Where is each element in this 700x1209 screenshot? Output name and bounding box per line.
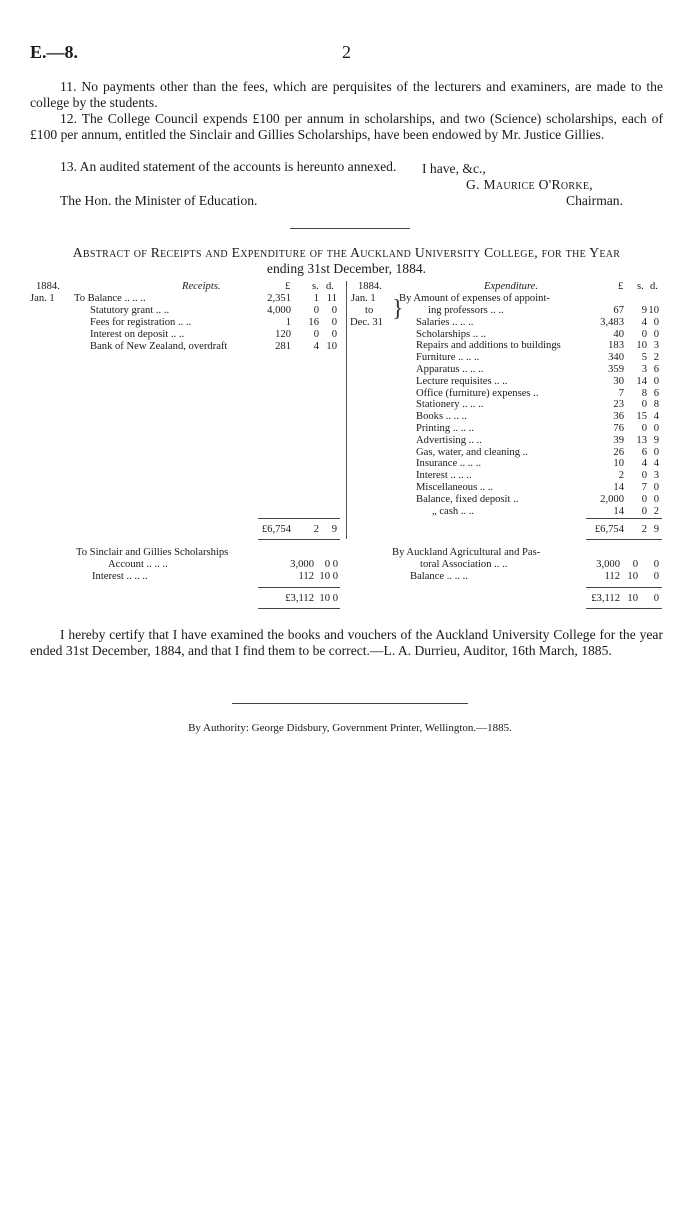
expenditure-row-s: 0 (641, 423, 647, 434)
expenditure-row-pound: 340 (608, 352, 624, 364)
expenditure-row-pound: 23 (613, 399, 624, 411)
expenditure-total-d: 9 (653, 524, 659, 535)
expenditure-row-s: 0 (641, 505, 647, 517)
receipts-total-rule (258, 518, 340, 519)
expenditure-row-label: Balance, fixed deposit .. (416, 493, 519, 505)
paragraph-13 (30, 159, 663, 175)
scholarship-expenditure-row-d: 0 (653, 571, 659, 582)
expenditure-year: 1884. (358, 281, 382, 292)
expenditure-heading: Expenditure. (484, 281, 539, 292)
expenditure-row-pound: 67 (613, 305, 624, 316)
expenditure-row-s: 6 (641, 446, 647, 458)
scholarship-expenditure-row-pound: 112 (604, 571, 620, 582)
expenditure-row-label: Office (furniture) expenses .. (416, 387, 539, 399)
receipt-row-s: 0 (313, 305, 319, 316)
receipt-row-d: 0 (331, 305, 337, 316)
receipt-row-pound: 4,000 (267, 305, 291, 316)
expenditure-total-double-rule (586, 539, 662, 540)
expenditure-row-label: Salaries .. .. .. (416, 316, 474, 328)
printer-imprint: By Authority: George Didsbury, Government Printer, Wellington.—1885. (188, 722, 512, 734)
expenditure-row-s: 0 (641, 470, 647, 482)
paragraph-11 (30, 79, 663, 111)
receipts-col-pound: £ (285, 281, 291, 292)
expenditure-total-s: 2 (641, 524, 647, 535)
expenditure-row-d: 2 (653, 505, 659, 517)
receipt-row-s: 1 (313, 293, 319, 304)
receipt-row-label: Fees for registration .. .. (90, 317, 192, 328)
page-number: 2 (342, 42, 351, 62)
expenditure-by-line: By Amount of expenses of appoint- (399, 293, 550, 304)
expenditure-row-s: 10 (636, 340, 647, 352)
scholarship-receipt-row-pound: 3,000 (290, 559, 314, 570)
expenditure-row-d: 0 (653, 375, 659, 387)
scholarship-receipts-rule (258, 587, 340, 588)
receipt-row-label: Bank of New Zealand, overdraft (90, 341, 228, 352)
expenditure-row-d: 3 (653, 340, 659, 352)
signoff-name: G. Maurice O'Rorke, (466, 177, 593, 192)
scholarship-expenditure-row-s: 0 (632, 559, 638, 570)
scholarship-expenditure-total-pound: £3,112 (591, 593, 620, 604)
expenditure-row-pound: 2,000 (600, 493, 624, 505)
expenditure-row-s: 0 (641, 399, 647, 411)
expenditure-col-s: s. (637, 281, 644, 292)
receipt-row-pound: 2,351 (267, 293, 291, 304)
receipt-row-label: Statutory grant .. .. (90, 305, 170, 316)
expenditure-row-pound: 39 (613, 434, 624, 446)
expenditure-row-pound: 40 (613, 328, 624, 340)
expenditure-row-s: 3 (641, 364, 647, 375)
receipts-col-d: d. (326, 281, 334, 292)
paragraph-12 (30, 111, 663, 143)
expenditure-row-d: 4 (653, 411, 659, 423)
expenditure-row-pound: 183 (608, 340, 624, 352)
receipt-row-s: 4 (313, 341, 319, 352)
scholarship-receipts-double-rule (258, 608, 340, 609)
receipt-row-s: 16 (308, 317, 319, 328)
receipts-year: 1884. (36, 281, 60, 292)
receipts-total-pound: £6,754 (261, 524, 291, 535)
scholarship-expenditure-total-s: 10 (627, 593, 638, 604)
receipts-total-d: 9 (331, 524, 337, 535)
scholarship-expenditure-row-label: toral Association .. .. (420, 559, 508, 570)
expenditure-row-d: 0 (653, 446, 659, 458)
expenditure-row-s: 7 (641, 482, 647, 493)
expenditure-row-label: Scholarships .. .. (416, 328, 487, 340)
audit-certificate (30, 627, 663, 659)
expenditure-row-pound: 26 (613, 446, 624, 458)
expenditure-row-pound: 14 (613, 482, 624, 493)
paragraph-12-text: 12. The College Council expends £100 per annum in scholarships, and two (Science) scholarships, each of £100 per annum, entitled the Sinclair and Gillies Scholarships, have been endowed by Mr. Justice Gillies. (30, 111, 663, 142)
expenditure-row-d: 0 (653, 493, 659, 505)
expenditure-row-s: 8 (641, 387, 647, 399)
signoff-role: Chairman. (566, 193, 624, 208)
expenditure-col-pound: £ (618, 281, 624, 292)
receipt-row-label: Interest on deposit .. .. (90, 329, 185, 340)
expenditure-date-1: Jan. 1 (351, 293, 376, 304)
expenditure-row-pound: 36 (613, 411, 624, 423)
expenditure-row-d: 0 (653, 328, 659, 340)
scholarship-receipt-row-label: Interest .. .. .. (92, 571, 148, 582)
expenditure-total-rule (586, 518, 662, 519)
paragraph-13-text: 13. An audited statement of the accounts is hereunto annexed. (60, 159, 397, 174)
expenditure-row-d: 4 (653, 458, 659, 470)
expenditure-row-d: 6 (653, 387, 659, 399)
expenditure-row-d: 3 (653, 470, 659, 482)
expenditure-row-pound: 76 (613, 423, 624, 434)
receipt-row-d: 0 (331, 329, 337, 340)
scholarship-receipt-row-s: 0 (324, 559, 330, 570)
expenditure-row-pound: 30 (613, 375, 624, 387)
expenditure-row-label: Advertising .. .. (416, 434, 482, 446)
scholarship-expenditure-rule (586, 587, 662, 588)
receipt-row-d: 0 (331, 317, 337, 328)
expenditure-row-s: 4 (641, 316, 647, 328)
scholarship-expenditure-row-pound: 3,000 (596, 559, 620, 570)
addressee: The Hon. the Minister of Education. (60, 193, 258, 208)
scholarship-expenditure-total-d: 0 (653, 593, 659, 604)
date-bracket: } (392, 296, 404, 322)
audit-certificate-text: I hereby certify that I have examined the books and vouchers of the Auckland University College for the year ended 31st December, 1884, and that I find them to be correct.—L. A. Durrieu, Auditor, 16th March, 1885. (30, 627, 663, 658)
receipts-date: Jan. 1 (30, 293, 55, 304)
table-column-divider (346, 281, 347, 539)
expenditure-row-pound: 10 (613, 458, 624, 470)
scholarship-expenditure-line: By Auckland Agricultural and Pas- (392, 547, 541, 558)
expenditure-row-s: 5 (641, 352, 647, 364)
scholarship-receipts-line: To Sinclair and Gillies Scholarships (76, 547, 229, 558)
expenditure-row-label: Apparatus .. .. .. (416, 364, 484, 375)
expenditure-row-label: Miscellaneous .. .. (416, 482, 494, 493)
expenditure-row-d: 6 (653, 364, 659, 375)
expenditure-row-s: 0 (641, 493, 647, 505)
receipts-heading: Receipts. (182, 281, 221, 292)
scholarship-expenditure-double-rule (586, 608, 662, 609)
expenditure-row-label: Stationery .. .. .. (416, 399, 484, 411)
abstract-title-line-2: ending 31st December, 1884. (266, 261, 427, 276)
expenditure-row-d: 9 (653, 434, 659, 446)
expenditure-row-label: Insurance .. .. .. (416, 458, 482, 470)
receipt-row-pound: 281 (275, 341, 291, 352)
expenditure-row-s: 9 (641, 305, 647, 316)
receipts-total-s: 2 (313, 524, 319, 535)
expenditure-row-s: 13 (636, 434, 647, 446)
expenditure-row-label: Repairs and additions to buildings (416, 340, 561, 352)
expenditure-row-label: Gas, water, and cleaning .. (416, 446, 528, 458)
scholarship-receipt-row-label: Account .. .. .. (108, 559, 168, 570)
scholarship-receipt-row-d: 0 (332, 571, 338, 582)
expenditure-row-s: 0 (641, 328, 647, 340)
expenditure-row-d: 10 (648, 305, 659, 316)
expenditure-row-d: 2 (653, 352, 659, 364)
expenditure-row-s: 15 (636, 411, 647, 423)
expenditure-row-label: ing professors .. .. (428, 305, 504, 316)
expenditure-row-d: 0 (653, 423, 659, 434)
document-reference: E.—8. (30, 42, 79, 62)
footer-divider (232, 703, 468, 704)
receipts-col-s: s. (312, 281, 319, 292)
scholarship-expenditure-row-d: 0 (653, 559, 659, 570)
expenditure-date-2: to (365, 305, 374, 316)
expenditure-row-label: „ cash .. .. (432, 505, 475, 517)
receipt-row-s: 0 (313, 329, 319, 340)
receipt-row-d: 11 (326, 293, 337, 304)
receipt-row-d: 10 (326, 341, 337, 352)
expenditure-row-pound: 2 (618, 470, 624, 482)
receipt-row-pound: 120 (275, 329, 291, 340)
expenditure-col-d: d. (650, 281, 658, 292)
scholarship-receipt-row-s: 10 (319, 571, 330, 582)
expenditure-row-label: Interest .. .. .. (416, 470, 472, 482)
expenditure-row-d: 0 (653, 482, 659, 493)
expenditure-row-s: 4 (641, 458, 647, 470)
abstract-title-line-1: Abstract of Receipts and Expenditure of the Auckland University College, for the Year (72, 245, 621, 260)
expenditure-row-d: 0 (653, 316, 659, 328)
expenditure-row-label: Lecture requisites .. .. (416, 375, 508, 387)
expenditure-row-pound: 3,483 (600, 316, 624, 328)
expenditure-row-label: Printing .. .. .. (416, 423, 474, 434)
expenditure-row-pound: 359 (608, 364, 624, 375)
expenditure-row-pound: 7 (618, 387, 624, 399)
scholarship-receipts-total-s: 10 (319, 593, 330, 604)
scholarship-receipt-row-pound: 112 (298, 571, 314, 582)
expenditure-row-s: 14 (636, 375, 647, 387)
scholarship-receipts-total-d: 0 (332, 593, 338, 604)
expenditure-row-label: Furniture .. .. .. (416, 352, 480, 364)
signoff-greeting: I have, &c., (422, 161, 486, 176)
expenditure-row-d: 8 (653, 399, 659, 411)
expenditure-total-pound: £6,754 (594, 524, 624, 535)
section-divider (290, 228, 410, 229)
scholarship-receipt-row-d: 0 (332, 559, 338, 570)
scholarship-receipts-total-pound: £3,112 (285, 593, 314, 604)
expenditure-date-3: Dec. 31 (350, 317, 383, 328)
receipts-total-double-rule (258, 539, 340, 540)
expenditure-row-label: Books .. .. .. (416, 411, 467, 423)
scholarship-expenditure-row-s: 10 (627, 571, 638, 582)
scholarship-expenditure-row-label: Balance .. .. .. (410, 571, 468, 582)
receipt-row-label: To Balance .. .. .. (74, 293, 146, 304)
receipt-row-pound: 1 (285, 317, 291, 328)
paragraph-11-text: 11. No payments other than the fees, which are perquisites of the lecturers and examiners, are made to the college by the students. (30, 79, 663, 110)
expenditure-row-pound: 14 (613, 505, 624, 517)
